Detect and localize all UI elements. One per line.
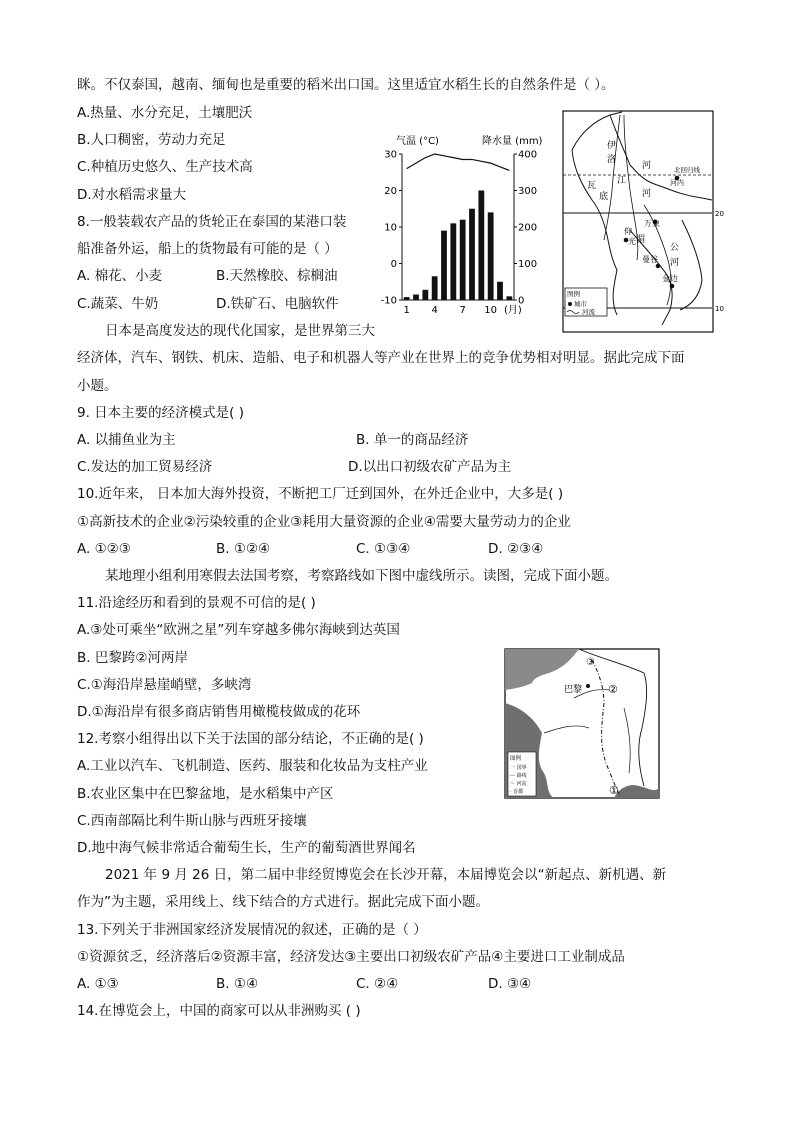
legend-city-icon — [568, 302, 572, 306]
lat-10-label: 10 — [715, 305, 724, 313]
lat-20-label: 20 — [715, 210, 724, 218]
legend-title: 图例 — [510, 756, 522, 762]
marker-3: ③ — [586, 657, 595, 668]
precip-bar — [404, 297, 410, 300]
y-right-tick-label: 400 — [518, 149, 538, 161]
map-label: 河 — [670, 258, 680, 268]
option-11c: C.①海沿岸悬崖峭壁，多峡湾 — [77, 677, 252, 693]
option-7c: C.种植历史悠久、生产技术高 — [77, 159, 253, 175]
legend-river: 河流 — [582, 308, 595, 316]
map-label: 仰 — [624, 227, 632, 236]
france-map — [504, 648, 662, 800]
map-label: 江 — [617, 176, 627, 186]
passage-france: 某地理小组利用寒假去法国考察，考察路线如下图中虚线所示。读图，完成下面小题。 — [105, 568, 618, 584]
y-left-tick-label: 30 — [384, 149, 397, 161]
legend-title: 图例 — [567, 290, 580, 298]
city-phnompenh-label: 金边 — [662, 274, 678, 283]
passage-expo: 2021 年 9 月 26 日，第二届中非经贸博览会在长沙开幕，本届博览会以“新起点、新机遇、新 — [105, 867, 667, 883]
legend-city: 城市 — [574, 300, 587, 308]
option-12a: A.工业以汽车、飞机制造、医药、服装和化妆品为支柱产业 — [77, 758, 428, 774]
passage-japan-cont: 经济体，汽车、钢铁、机床、造船、电子和机器人等产业在世界上的竞争优势相对明显。据此完成下面 — [77, 350, 685, 366]
x-tick-label: 4 — [431, 305, 438, 316]
map-label: 光 — [628, 237, 636, 246]
option-13d: D. ③④ — [488, 976, 532, 992]
city-bangkok-dot — [656, 264, 661, 269]
y-left-tick-label: -10 — [380, 295, 397, 307]
map-label: 伊 — [607, 141, 617, 151]
option-9b: B. 单一的商品经济 — [356, 432, 469, 448]
x-tick-label: 7 — [459, 305, 466, 316]
paris-label: 巴黎 — [564, 685, 583, 695]
option-13b: B. ①④ — [216, 976, 259, 992]
option-7a: A.热量、水分充足，土壤肥沃 — [77, 105, 253, 121]
precip-bar — [422, 290, 428, 300]
city-phnompenh-dot — [670, 284, 675, 289]
passage-japan-end: 小题。 — [77, 378, 118, 394]
marker-1: ① — [609, 784, 619, 797]
y-left-tick-label: 20 — [384, 186, 397, 197]
option-8c: C.蔬菜、牛奶 — [77, 296, 159, 312]
question-12: 12.考察小组得出以下关于法国的部分结论，不正确的是( ) — [77, 731, 424, 747]
y-right-tick-label: 200 — [518, 222, 538, 234]
x-tick-label: 1 — [403, 305, 410, 316]
question-8: 8.一般装载农产品的货轮正在泰国的某港口装 — [77, 214, 347, 230]
question-13: 13.下列关于非洲国家经济发展情况的叙述，正确的是（ ） — [77, 922, 427, 938]
precip-bar — [450, 223, 456, 300]
precip-bar — [432, 276, 438, 300]
question-8-cont: 船准备外运，船上的货物最有可能的是（ ） — [77, 241, 338, 257]
text-line: 眯。不仅泰国，越南、缅甸也是重要的稻米出口国。这里适宜水稻生长的自然条件是（ ）。 — [77, 77, 615, 93]
precip-bar — [441, 231, 447, 300]
legend-item: 一 国界 — [510, 765, 527, 771]
option-10d: D. ②③④ — [488, 541, 544, 557]
tropic-label: 北回归线 — [674, 166, 700, 174]
legend-item: -·- 路线 — [510, 773, 527, 779]
city-bangkok-label: 曼谷 — [642, 255, 658, 264]
option-13c: C. ②④ — [356, 976, 399, 992]
option-9a: A. 以捕鱼业为主 — [77, 432, 176, 448]
precip-bar — [478, 191, 484, 301]
indochina-map — [562, 110, 724, 335]
option-7b: B.人口稠密，劳动力充足 — [77, 132, 226, 148]
paris-dot — [586, 684, 590, 688]
legend-item: ～ 河流 — [510, 781, 527, 787]
option-11d: D.①海沿岸有很多商店销售用橄榄枝做成的花环 — [77, 704, 361, 720]
option-10a: A. ①②③ — [77, 541, 131, 557]
map-label: 河 — [642, 189, 652, 199]
option-13a: A. ①③ — [77, 976, 119, 992]
option-11b: B. 巴黎跨②河两岸 — [77, 650, 188, 666]
marker-2: ② — [608, 683, 618, 696]
option-10b: B. ①②④ — [216, 541, 271, 557]
city-hanoi-label: 河内 — [670, 179, 684, 187]
option-12d: D.地中海气候非常适合葡萄生长，生产的葡萄酒世界闻名 — [77, 840, 416, 856]
map-label: 湄 — [636, 235, 646, 245]
y-left-label: 气温 (°C) — [396, 136, 439, 147]
option-7d: D.对水稻需求量大 — [77, 187, 187, 203]
precip-bar — [488, 212, 494, 300]
y-left-tick-label: 10 — [384, 222, 397, 234]
question-11: 11.沿途经历和看到的景观不可信的是( ) — [77, 595, 316, 611]
temperature-curve — [407, 154, 510, 170]
city-vientiane-label: 万象 — [644, 219, 660, 228]
precip-bar — [497, 282, 503, 300]
x-unit-label: (月) — [504, 305, 522, 316]
y-right-tick-label: 100 — [518, 259, 538, 270]
option-8b: B.天然橡胶、棕榈油 — [216, 268, 338, 284]
y-right-label: 降水量 (mm) — [482, 136, 543, 147]
passage-japan: 日本是高度发达的现代化国家，是世界第三大 — [105, 323, 375, 339]
passage-expo-cont: 作为”为主题，采用线上、线下结合的方式进行。据此完成下面小题。 — [77, 894, 489, 910]
option-9c: C.发达的加工贸易经济 — [77, 459, 213, 475]
option-9d: D.以出口初级农矿产品为主 — [348, 459, 512, 475]
question-9: 9. 日本主要的经济模式是( ) — [77, 405, 244, 421]
x-tick-label: 10 — [484, 305, 498, 316]
legend-item: · 首都 — [510, 789, 524, 795]
question-10: 10.近年来， 日本加大海外投资，不断把工厂迁到国外，在外迁企业中，大多是( ) — [77, 486, 564, 502]
option-8d: D.铁矿石、电脑软件 — [216, 296, 339, 312]
y-right-tick-label: 300 — [518, 186, 538, 197]
y-right-tick-label: 0 — [518, 295, 525, 307]
question-10-items: ①高新技术的企业②污染较重的企业③耗用大量资源的企业④需要大量劳动力的企业 — [77, 514, 571, 530]
precip-bar — [506, 296, 512, 300]
option-12c: C.西南部隔比利牛斯山脉与西班牙接壤 — [77, 813, 307, 829]
question-13-items: ①资源贫乏，经济落后②资源丰富，经济发达③主要出口初级农矿产品④主要进口工业制成品 — [77, 949, 625, 965]
question-14: 14.在博览会上，中国的商家可以从非洲购买 ( ) — [77, 1003, 361, 1019]
option-12b: B.农业区集中在巴黎盆地，是水稻集中产区 — [77, 786, 334, 802]
option-10c: C. ①③④ — [356, 541, 411, 557]
precip-bar — [469, 209, 475, 300]
option-11a: A.③处可乘坐“欧洲之星”列车穿越多佛尔海峡到达英国 — [77, 622, 400, 638]
map-label: 洛 — [607, 155, 617, 165]
precip-bar — [460, 220, 466, 300]
map-label: 河 — [642, 161, 652, 171]
map-label: 底 — [599, 192, 609, 202]
option-8a: A. 棉花、小麦 — [77, 268, 163, 284]
map-label: 公 — [670, 243, 680, 253]
precip-bar — [413, 295, 419, 300]
y-left-tick-label: 0 — [390, 259, 397, 270]
map-label: 瓦 — [587, 181, 597, 191]
climate-chart — [364, 132, 550, 320]
